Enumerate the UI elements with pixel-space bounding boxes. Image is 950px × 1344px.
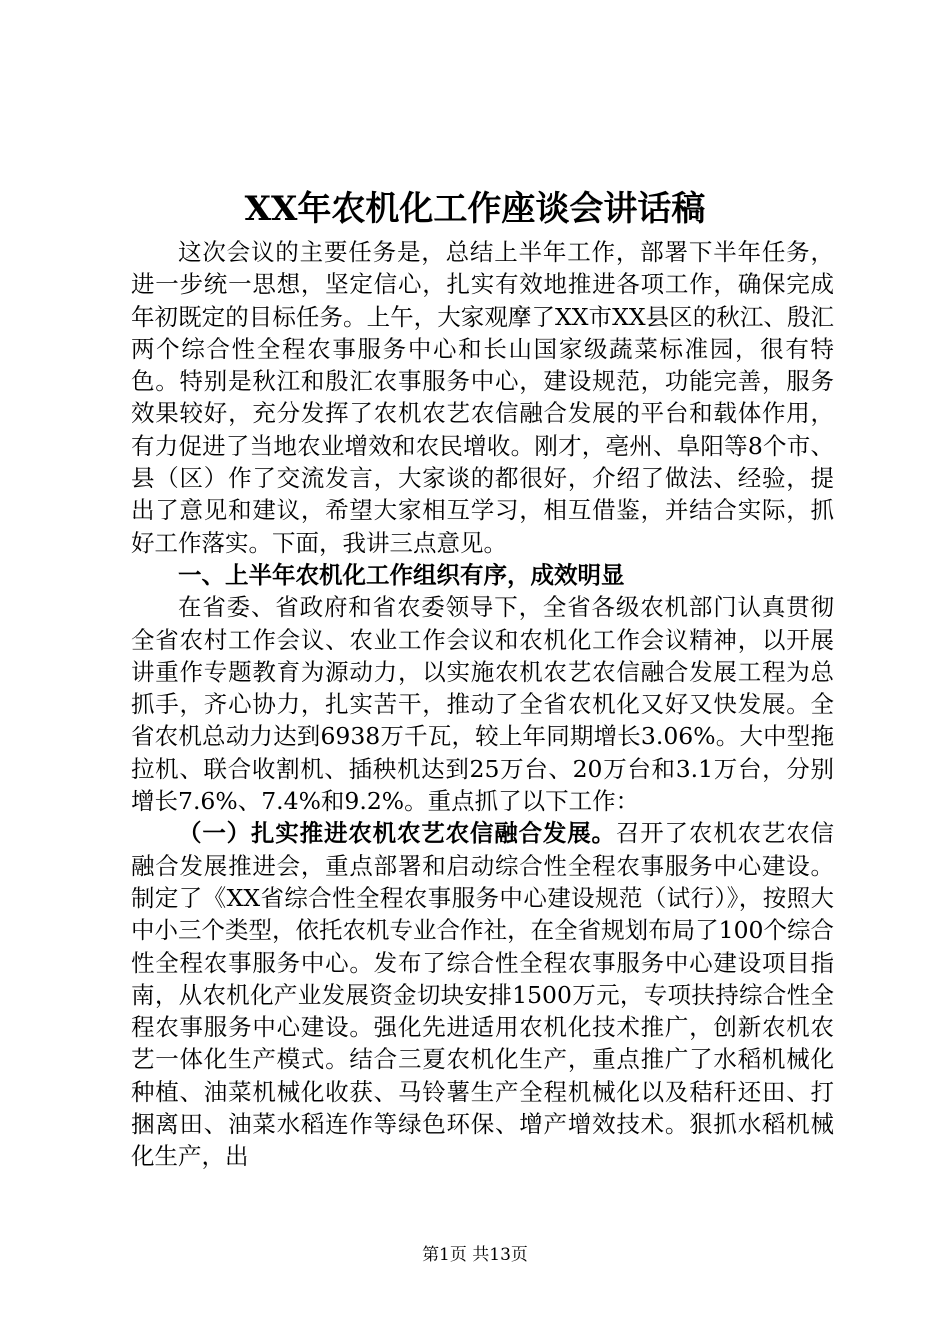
intro-paragraph: 这次会议的主要任务是，总结上半年工作，部署下半年任务，进一步统一思想，坚定信心，扎实有效地推进各项工作，确保完成年初既定的目标任务。上午，大家观摩了XX市XX县区的秋江、殷汇两个综合性全程农事服务中心和长山国家级蔬菜标准园，很有特色。特别是秋江和殷汇农事服务中心，建设规范，功能完善，服务效果较好，充分发挥了农机农艺农信融合发展的平台和载体作用，有力促进了当地农业增效和农民增收。刚才，亳州、阜阳等8个市、县（区）作了交流发言，大家谈的都很好，介绍了做法、经验，提出了意见和建议，希望大家相互学习，相互借鉴，并结合实际，抓好工作落实。下面，我讲三点意见。: [131, 238, 834, 557]
subsection-1-text: 召开了农机农艺农信融合发展推进会，重点部署和启动综合性全程农事服务中心建设。制定了《XX省综合性全程农事服务中心建设规范（试行）》，按照大中小三个类型，依托农机专业合作社，在全省规划布局了100个综合性全程农事服务中心。发布了综合性全程农事服务中心建设项目指南，从农机化产业发展资金切块安排1500万元，专项扶持综合性全程农事服务中心建设。强化先进适用农机化技术推广，创新农机农艺一体化生产模式。结合三夏农机化生产，重点推广了水稻机械化种植、油菜机械化收获、马铃薯生产全程机械化以及秸秆还田、打捆离田、油菜水稻连作等绿色环保、增产增效技术。狠抓水稻机械化生产，出: [131, 819, 835, 1171]
subsection-1-paragraph: [131, 817, 834, 1172]
document-title: XX年农机化工作座谈会讲话稿: [244, 189, 706, 229]
section-heading-1: 一、上半年农机化工作组织有序，成效明显: [178, 560, 625, 589]
document-body: [131, 236, 834, 1173]
subsection-heading-1: （一）扎实推进农机农艺农信融合发展。: [178, 819, 616, 848]
section-1-paragraph: 在省委、省政府和省农委领导下，全省各级农机部门认真贯彻全省农村工作会议、农业工作会议和农机化工作会议精神，以开展讲重作专题教育为源动力，以实施农机农艺农信融合发展工程为总抓手，齐心协力，扎实苦干，推动了全省农机化又好又快发展。全省农机总动力达到6938万千瓦，较上年同期增长3.06%。大中型拖拉机、联合收割机、插秧机达到25万台、20万台和3.1万台，分别增长7.6%、7.4%和9.2%。重点抓了以下工作：: [131, 593, 834, 816]
page-footer: 第1页 共13页: [422, 1245, 528, 1265]
